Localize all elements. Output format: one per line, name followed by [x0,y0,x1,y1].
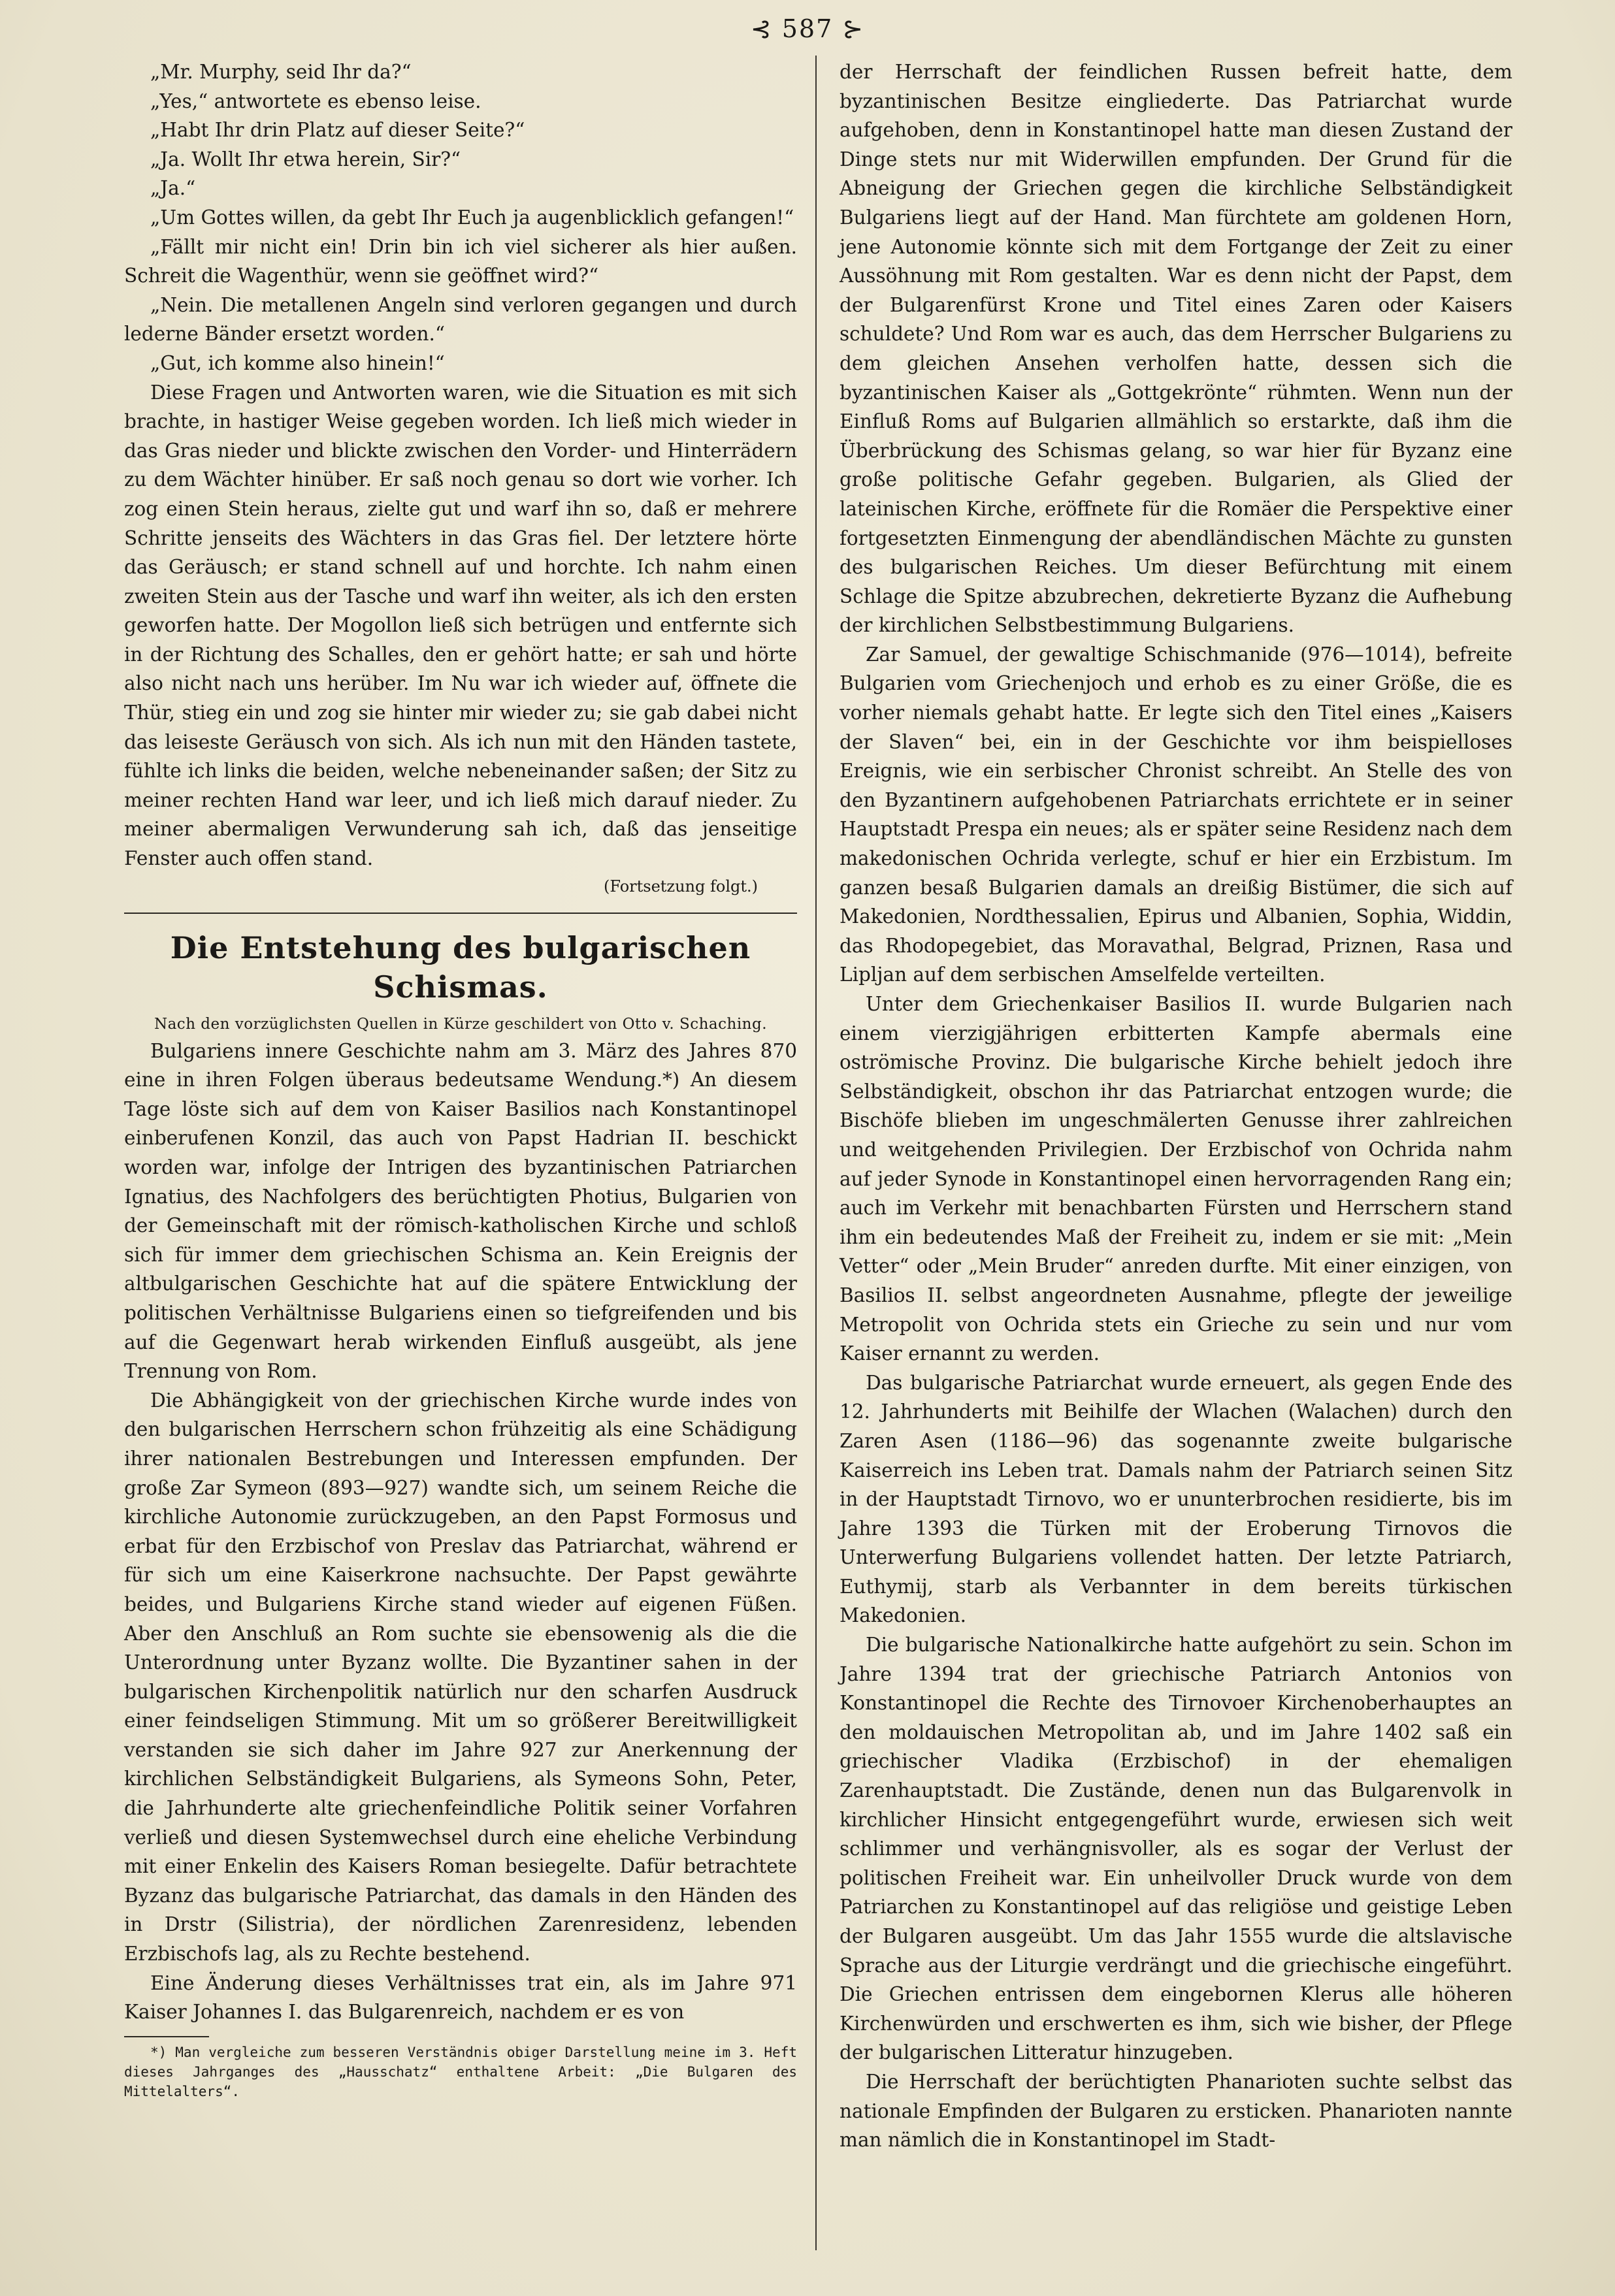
article-paragraph: Die Herrschaft der berüchtigten Phanarioten suchte selbst das nationale Empfinden der Bulgaren zu ersticken. Phanarioten nannte man nämlich die in Konstantinopel im Stadt- [840,2070,1512,2152]
section-divider [124,913,797,914]
page-number-ornament-right: ⊱ [833,14,865,43]
page-number-value: 587 [781,14,834,43]
article-paragraph: Die Abhängigkeit von der griechischen Kirche wurde indes von den bulgarischen Herrschern schon frühzeitig als eine Schädigung ihrer nationalen Bestrebungen und Interessen empfunden. Der große Zar Symeon (893—927) wandte sich, um seinem Reiche die kirchliche Autonomie zurückzugeben, an den Papst Formosus und erbat für den Erzbischof von Preslav das Patriarchat, während er für sich um eine Kaiserkrone nachsuchte. Der Papst gewährte beides, und Bulgariens Kirche stand wieder auf eigenen Füßen. Aber den Anschluß an Rom suchte sie ebensowenig als die die Unterordnung unter Byzanz wollte. Die Byzantiner sahen in der bulgarischen Kirchenpolitik natürlich nur den scharfen Ausdruck einer feindseligen Stimmung. Mit um so größerer Bereitwilligkeit verstanden sie sich daher im Jahre 927 zur Anerkennung der kirchlichen Selbständigkeit Bulgariens, als Symeons Sohn, Peter, die Jahrhunderte alte griechenfeindliche Politik seiner Vorfahren verließ und diesen Systemwechsel durch eine eheliche Verbindung mit einer Enkelin des Kaisers Roman besiegelte. Dafür betrachtete Byzanz das bulgarische Patriarchat, das damals in den Händen des in Drstr (Silistria), der nördlichen Zarenresidenz, lebenden Erzbischofs lag, als zu Rechte bestehend. [124,1389,797,1965]
article-byline: Nach den vorzüglichsten Quellen in Kürze geschildert von Otto v. Schaching. [154,1015,768,1033]
right-column [840,57,1512,2155]
dialogue-line: „Yes,“ antwortete es ebenso leise. [150,89,481,112]
dialogue-line: „Habt Ihr drin Platz auf dieser Seite?“ [150,119,525,142]
page-number-ornament-left: ⊰ [750,14,782,43]
page-number [0,14,1615,43]
left-column [124,57,797,2101]
footnote-divider [124,2036,209,2037]
dialogue-line: „Ja. Wollt Ihr etwa herein, Sir?“ [150,148,461,170]
dialogue-line: „Um Gottes willen, da gebt Ihr Euch ja augenblicklich gefangen!“ [150,206,794,229]
article-paragraph: Das bulgarische Patriarchat wurde erneuert, als gegen Ende des 12. Jahrhunderts mit Beihilfe der Wlachen (Walachen) durch den Zaren Asen (1186—96) das sogenannte zweite bulgarische Kaiserreich ins Leben trat. Damals nahm der Patriarch seinen Sitz in der Hauptstadt Tirnovo, wo er ununterbrochen residierte, bis im Jahre 1393 die Türken mit der Eroberung Tirnovos die Unterwerfung Bulgariens vollendet hatten. Der letzte Patriarch, Euthymij, starb als Verbannter in dem bereits türkischen Makedonien. [840,1371,1512,1627]
article-paragraph: Bulgariens innere Geschichte nahm am 3. März des Jahres 870 eine in ihren Folgen überaus bedeutsame Wendung.*) An diesem Tage löste sich auf dem von Kaiser Basilios nach Konstantinopel einberufenen Konzil, das auch von Papst Hadrian II. beschickt worden war, infolge der Intrigen des byzantinischen Patriarchen Ignatius, des Nachfolgers des berüchtigten Photius, Bulgarien von der Gemeinschaft mit der römisch-katholischen Kirche und schloß sich für immer dem griechischen Schisma an. Kein Ereignis der altbulgarischen Geschichte hat auf die spätere Entwicklung der politischen Verhältnisse Bulgariens einen so tiefgreifenden und bis auf die Gegenwart herab wirkenden Einfluß ausgeübt, als jene Trennung von Rom. [124,1039,797,1383]
article-paragraph: Zar Samuel, der gewaltige Schischmanide (976—1014), befreite Bulgarien vom Griechenjoch und erhob es zu einer Größe, die es vorher niemals gehabt hatte. Er legte sich den Titel eines „Kaisers der Slaven“ bei, ein in der Geschichte vor ihm beispielloses Ereignis, wie ein serbischer Chronist schreibt. An Stelle des von den Byzantinern aufgehobenen Patriarchats errichtete er in seiner Hauptstadt Prespa ein neues; als er später seine Residenz nach dem makedonischen Ochrida verlegte, schuf er hier ein Erzbistum. Im ganzen besaß Bulgarien damals an dreißig Bistümer, die sich auf Makedonien, Nordthessalien, Epirus und Albanien, Sophia, Widdin, das Rhodopegebiet, das Moravathal, Belgrad, Priznen, Rasa und Lipljan auf dem serbischen Amselfelde verteilten. [840,643,1512,986]
dialogue-line: „Mr. Murphy, seid Ihr da?“ [150,61,412,83]
continuation-note: (Fortsetzung folgt.) [604,877,758,896]
column-divider [815,56,817,2250]
article-paragraph: Eine Änderung dieses Verhältnisses trat ein, als im Jahre 971 Kaiser Johannes I. das Bulgarenreich, nachdem er es von [124,1971,797,2024]
footnote: *) Man vergleiche zum besseren Verständnis obiger Darstellung meine im 3. Heft dieses Jahrganges des „Hausschatz“ enthaltene Arbeit: „Die Bulgaren des Mittelalters“. [124,2044,797,2099]
article-paragraph: Unter dem Griechenkaiser Basilios II. wurde Bulgarien nach einem vierzigjährigen erbitterten Kampfe abermals eine oströmische Provinz. Die bulgarische Kirche behielt jedoch ihre Selbständigkeit, obschon ihr das Patriarchat entzogen wurde; die Bischöfe blieben im ungeschmälerten Genusse ihrer zahlreichen und weitgehenden Privilegien. Der Erzbischof von Ochrida nahm auf jeder Synode in Konstantinopel einen hervorragenden Rang ein; auch im Verkehr mit benachbarten Fürsten und Herrschern stand ihm ein bedeutendes Maß der Freiheit zu, indem er sie mit: „Mein Vetter“ oder „Mein Bruder“ anreden durfte. Mit einer einzigen, von Basilios II. selbst angeordneten Ausnahme, pflegte der jeweilige Metropolit von Ochrida stets ein Grieche zu sein und nur vom Kaiser ernannt zu werden. [840,993,1512,1365]
article-title: Die Entstehung des bulgarischen Schismas. [170,930,751,1005]
article-paragraph: Die bulgarische Nationalkirche hatte aufgehört zu sein. Schon im Jahre 1394 trat der griechische Patriarch Antonios von Konstantinopel die Rechte des Tirnovoer Kirchenoberhauptes an den moldauischen Metropolitan ab, und im Jahre 1402 saß ein griechischer Vladika (Erzbischof) in der ehemaligen Zarenhauptstadt. Die Zustände, denen nun das Bulgarenvolk in kirchlicher Hinsicht entgegengeführt wurde, erwiesen sich weit schlimmer und verhängnisvoller, als es sogar der Verlust der politischen Freiheit war. Ein unheilvoller Druck wurde von dem Patriarchen zu Konstantinopel auf das religiöse und geistige Leben der Bulgaren ausgeübt. Um das Jahr 1555 wurde die altslavische Sprache aus der Liturgie verdrängt und die griechische eingeführt. Die Griechen entrissen dem eingebornen Klerus alle höheren Kirchenwürden und erschwerten es ihm, sich wie bisher, der Pflege der bulgarischen Litteratur hinzugeben. [840,1634,1512,2064]
dialogue-line: „Fällt mir nicht ein! Drin bin ich viel sicherer als hier außen. Schreit die Wagenthür, wenn sie geöffnet wird?“ [124,235,797,287]
article-paragraph: der Herrschaft der feindlichen Russen befreit hatte, dem byzantinischen Besitze eingliederte. Das Patriarchat wurde aufgehoben, denn in Konstantinopel hatte man diesen Zustand der Dinge stets nur mit Widerwillen empfunden. Der Grund für die Abneigung der Griechen gegen die kirchliche Selbständigkeit Bulgariens liegt auf der Hand. Man fürchtete am goldenen Horn, jene Autonomie könnte sich mit dem Fortgange der Zeit zu einer Aussöhnung mit Rom gestalten. War es denn nicht der Papst, dem der Bulgarenfürst Krone und Titel eines Zaren oder Kaisers schuldete? Und Rom war es auch, das dem Herrscher Bulgariens zu dem gleichen Ansehen verholfen hatte, dessen sich die byzantinischen Kaiser als „Gottgekrönte“ rühmten. Wenn nun der Einfluß Roms auf Bulgarien allmählich so erstarkte, daß ihm die Überbrückung des Schismas gelang, so war hier für Byzanz eine große politische Gefahr gegeben. Bulgarien, als Glied der lateinischen Kirche, eröffnete für die Romäer die Perspektive einer fortgesetzten Einmengung der abendländischen Mächte zu gunsten des bulgarischen Reiches. Um dieser Befürchtung mit einem Schlage die Spitze abzubrechen, dekretierte Byzanz die Aufhebung der kirchlichen Selbstbestimmung Bulgariens. [840,61,1512,637]
dialogue-line: „Gut, ich komme also hinein!“ [150,351,445,374]
dialogue-line: „Ja.“ [150,177,196,200]
dialogue-line: „Nein. Die metallenen Angeln sind verloren gegangen und durch lederne Bänder ersetzt worden.“ [124,293,797,346]
story-paragraph: Diese Fragen und Antworten waren, wie die Situation es mit sich brachte, in hastiger Weise gegeben worden. Ich ließ mich wieder in das Gras nieder und blickte zwischen den Vorder- und Hinterrädern zu dem Wächter hinüber. Er saß noch genau so dort wie vorher. Ich zog einen Stein heraus, zielte gut und warf ihn so, daß er mehrere Schritte jenseits des Wächters in das Gras fiel. Der letztere hörte das Geräusch; er stand schnell auf und horchte. Ich nahm einen zweiten Stein aus der Tasche und warf ihn weiter, als ich den ersten geworfen hatte. Der Mogollon ließ sich betrügen und entfernte sich in der Richtung des Schalles, den er gehört hatte; er sah und hörte also nicht nach uns herüber. Im Nu war ich wieder auf, öffnete die Thür, stieg ein und zog sie hinter mir wieder zu; sie gab dabei nicht das leiseste Geräusch von sich. Als ich nun mit den Händen tastete, fühlte ich links die beiden, welche nebeneinander saßen; der Sitz zu meiner rechten Hand war leer, und ich ließ mich darauf nieder. Zu meiner abermaligen Verwunderung sah ich, daß das jenseitige Fenster auch offen stand. [124,381,797,870]
